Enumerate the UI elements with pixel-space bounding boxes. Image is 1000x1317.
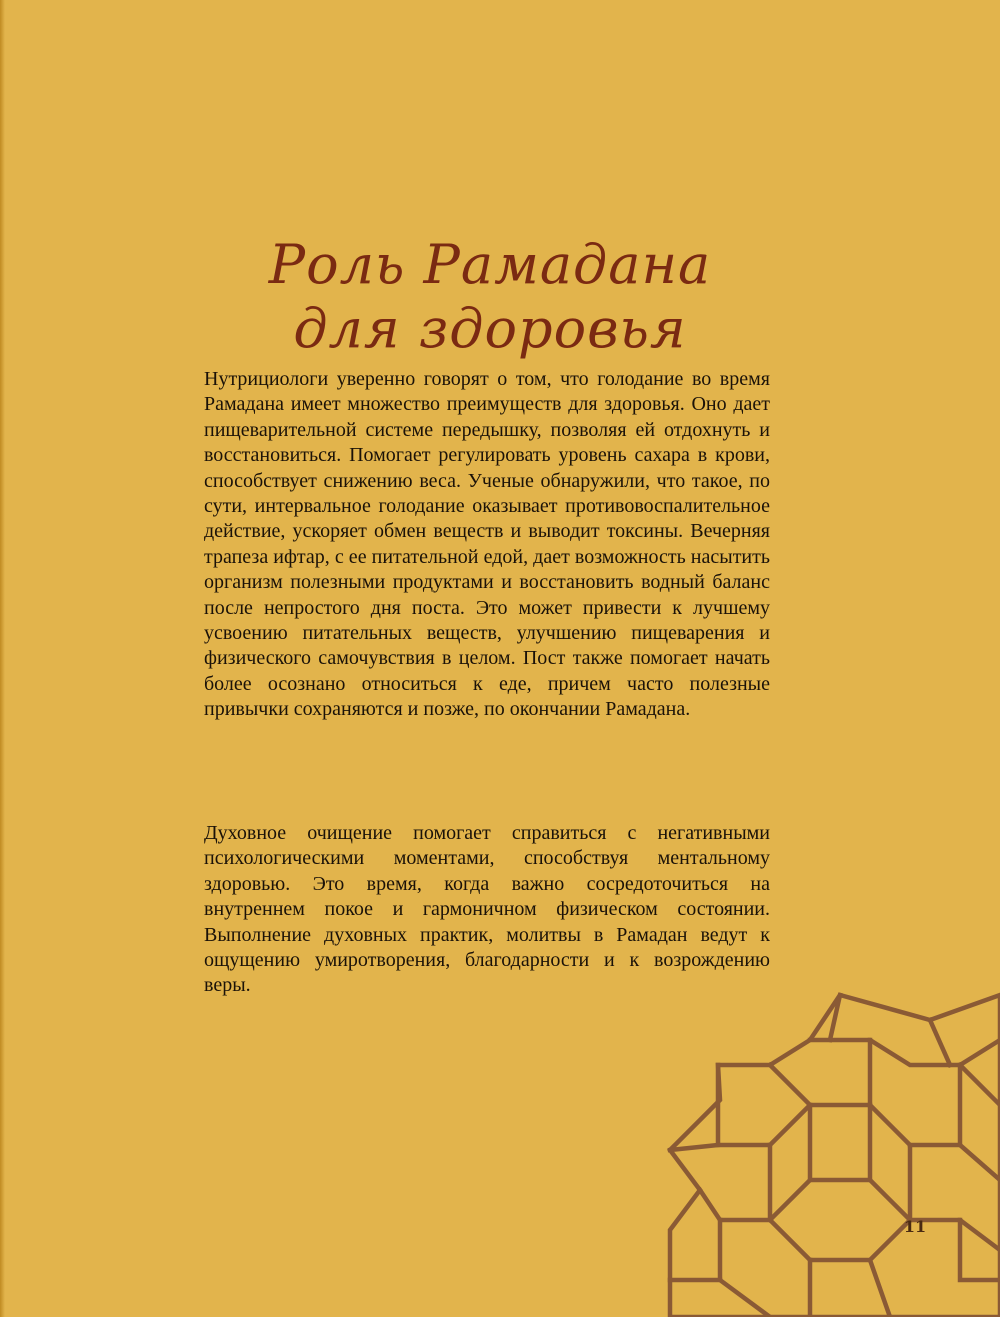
title-line-1: Роль Рамадана bbox=[268, 233, 712, 296]
paragraph-2: Духовное очищение помогает справиться с негативными психологическими моментами, способствуя ментальному здоровью. Это время, когда важно сосредоточиться на внутреннем покое и гармоничном физическом состоянии. Выполнение духовных практик, молитвы в Рамадан ведут к ощущению умиротворения, благодарности и к возрождению веры. bbox=[204, 822, 770, 997]
ornament-line-5 bbox=[930, 1020, 950, 1065]
page-number: 11 bbox=[903, 1217, 927, 1236]
ornament-line-20 bbox=[770, 1180, 810, 1220]
ornament-line-8 bbox=[960, 1065, 1000, 1105]
title-line-2: для здоровья bbox=[293, 297, 687, 360]
ornament-line-12 bbox=[700, 1190, 770, 1220]
ornament-line-7 bbox=[910, 1065, 960, 1145]
islamic-star-ornament-icon bbox=[660, 980, 1000, 1317]
ornament-line-3 bbox=[810, 1040, 1000, 1065]
ornament-line-2 bbox=[770, 1065, 810, 1105]
page-edge-shadow bbox=[0, 0, 5, 1317]
ornament-line-1 bbox=[718, 1065, 910, 1220]
ornament-line-11 bbox=[770, 1145, 910, 1260]
ornament-line-15 bbox=[960, 1220, 1000, 1280]
ornament-line-16 bbox=[720, 1220, 770, 1317]
ornament-line-19 bbox=[810, 1105, 870, 1180]
ornament-line-21 bbox=[870, 1180, 910, 1220]
paragraph-1: Нутрициологи уверенно говорят о том, что голодание во время Рамадана имеет множество преимуществ для здоровья. Оно дает пищеварительной системе передышку, позволяя ей отдохнуть и восстановиться. Помогает регулировать уровень сахара в крови, способствует снижению веса. Ученые обнаружили, что такое, по сути, интервальное голодание оказывает противовоспалительное действие, ускоряет обмен веществ и выводит токсины. Вечерняя трапеза ифтар, с ее питательной едой, дает возможность насытить организм полезными продуктами и восстановить водный баланс после непростого дня поста. Это может привести к лучшему усвоению питательных веществ, улучшению пищеварения и физического самочувствия в целом. Пост также помогает начать более осознано относиться к еде, причем часто полезные привычки сохраняются и позже, по окончании Рамадана. bbox=[204, 368, 770, 721]
ornament-line-14 bbox=[870, 1260, 890, 1317]
ornament-line-9 bbox=[960, 1145, 1000, 1180]
